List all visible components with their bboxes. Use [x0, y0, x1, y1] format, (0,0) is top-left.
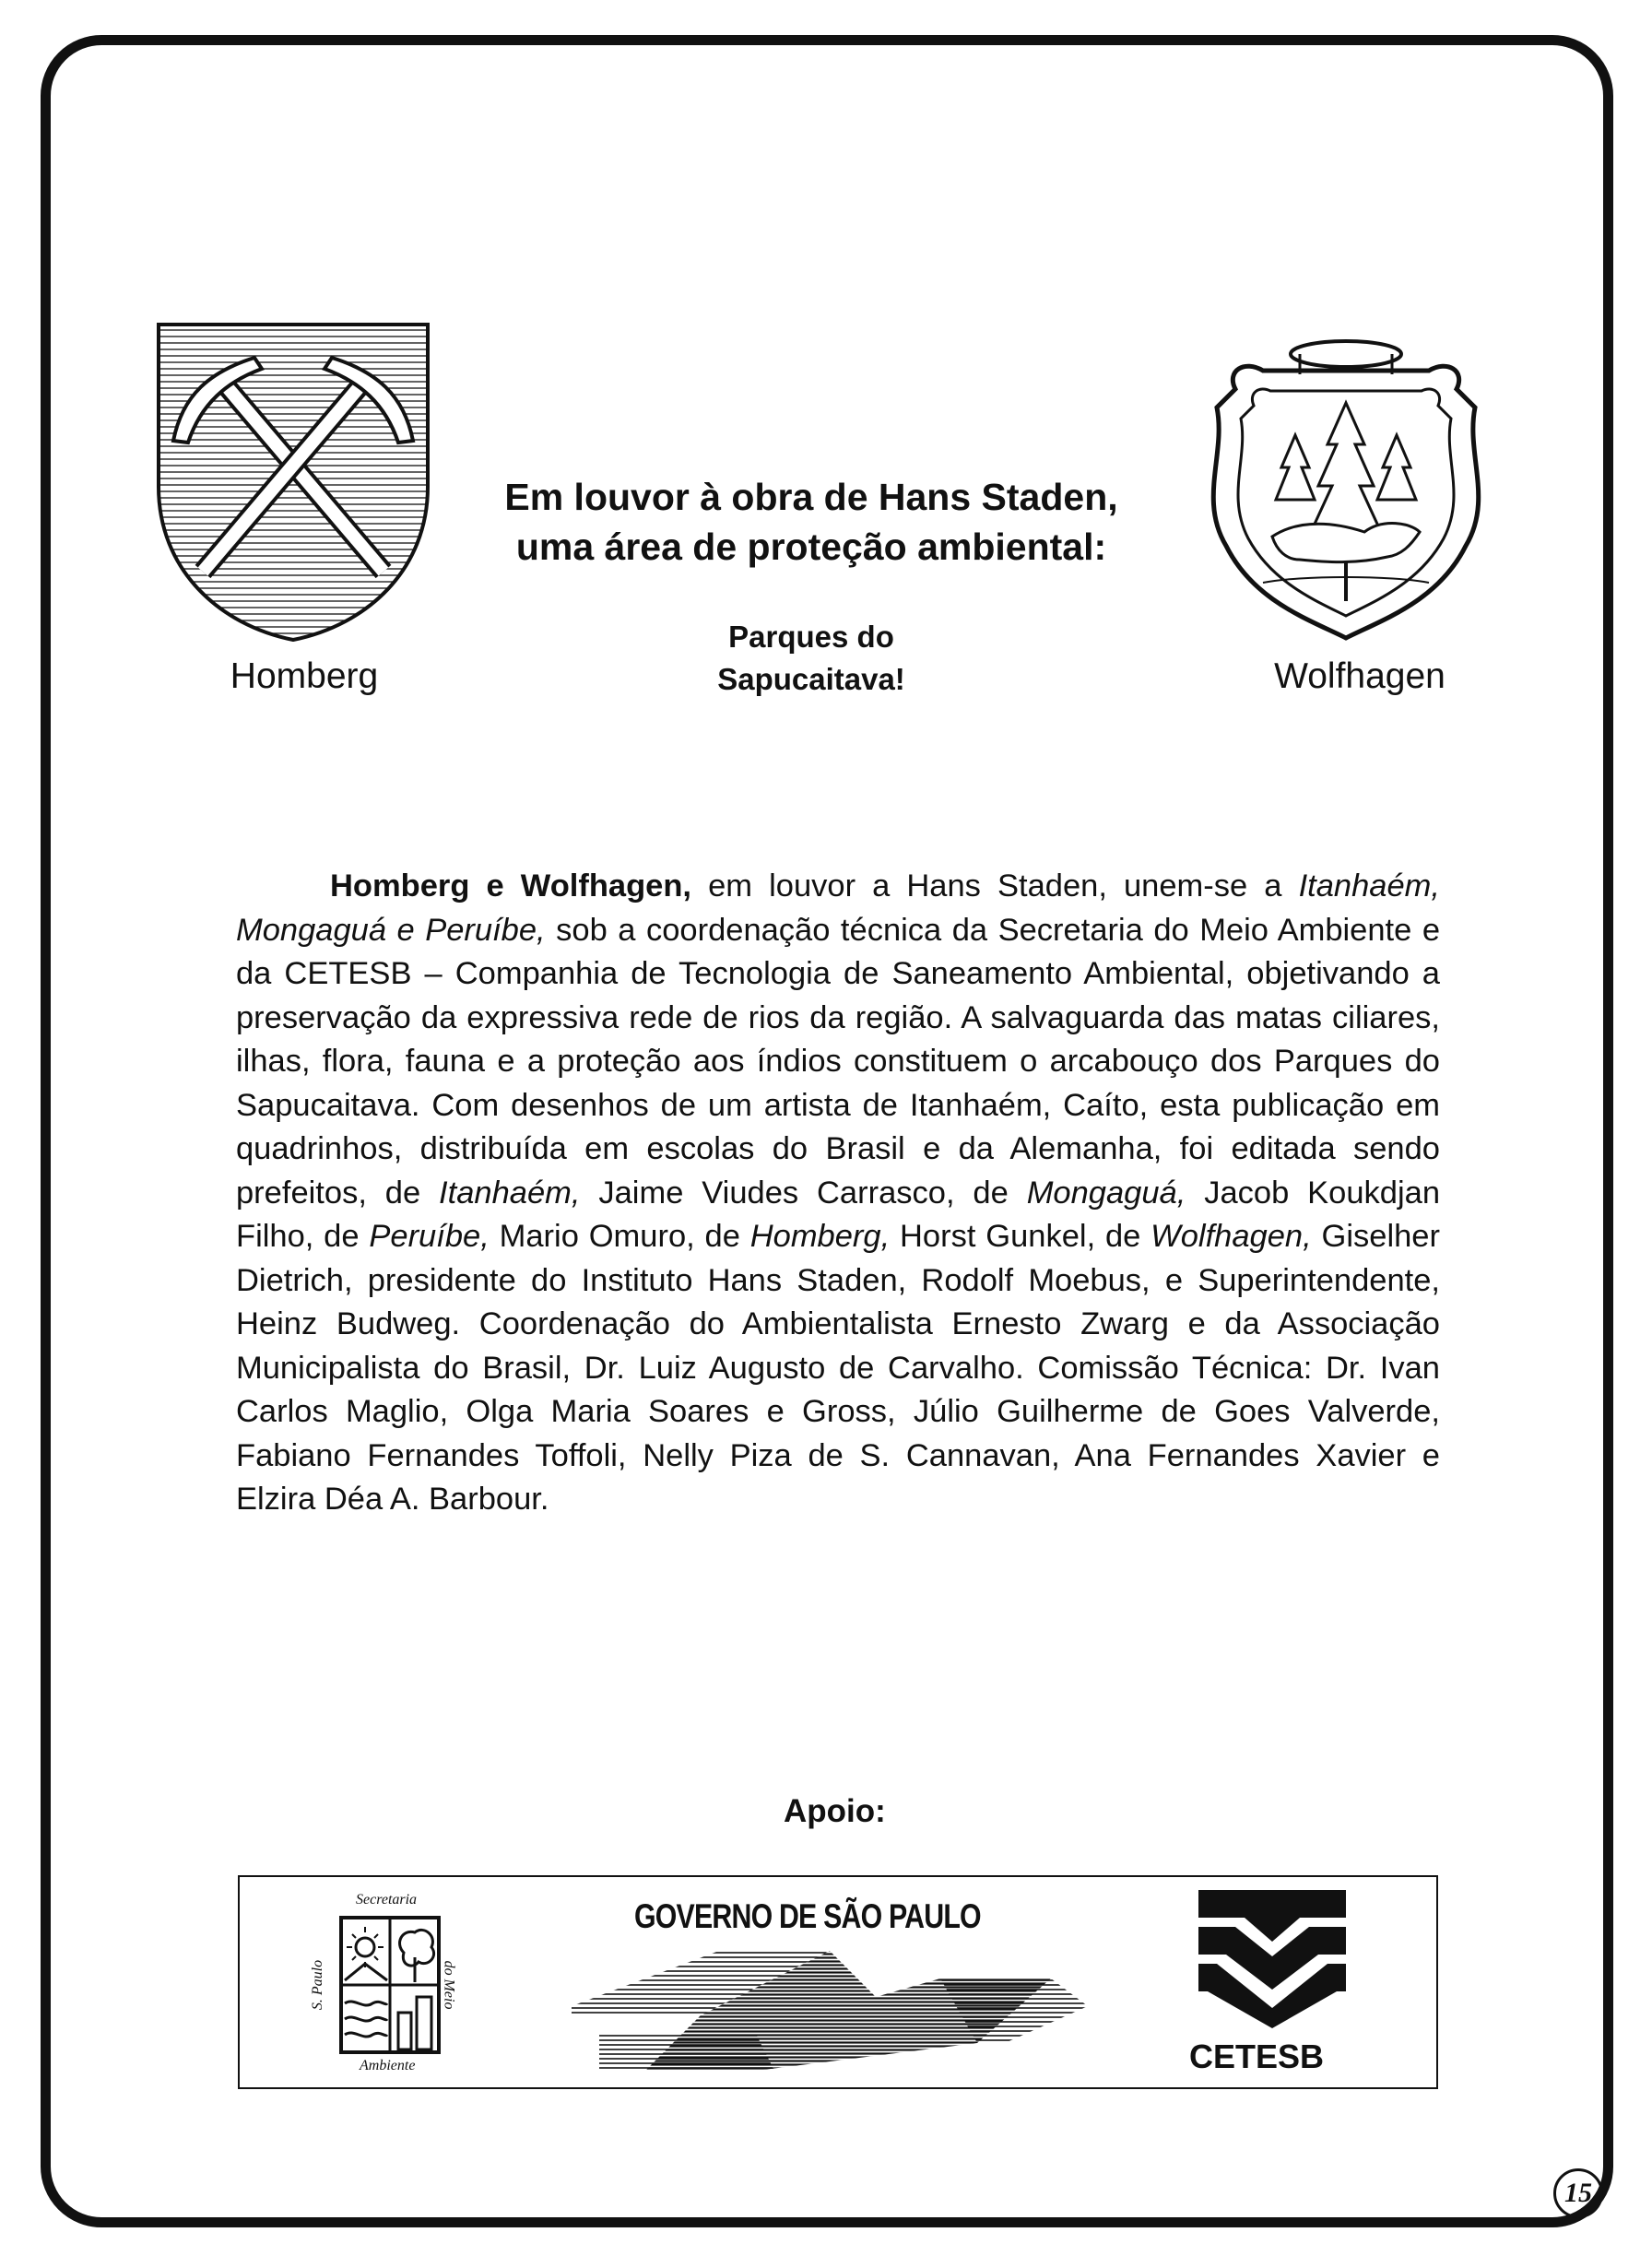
heading-line-2: uma área de proteção ambiental:	[515, 526, 1107, 568]
body-text-span: Mario Omuro, de	[489, 1219, 750, 1254]
body-italic-span: Itanhaém, Mongaguá e Peruíbe,	[236, 868, 1440, 948]
body-italic-span: Homberg,	[749, 1219, 891, 1254]
subheading-line-1: Parques do	[728, 620, 894, 654]
body-text-span: sob a coordenação técnica da Secretaria do Meio Ambiente e da CETESB – Companhia de Tecnologia de Saneamento Ambiental, objetivando a preservação da expressiva rede de rios da região. A salvaguarda das matas ciliares, ilhas, flora, fauna e a proteção aos índios constituem o arcabouço dos Parques do Sapucaitava. Com desenhos de um artista de Itanhaém, Caíto, esta publicação em quadrinhos, distribuída em escolas do Brasil e da Alemanha, foi editada sendo prefeitos, de	[236, 912, 1441, 1211]
secretaria-logo	[310, 1892, 461, 2076]
body-text-span: Giselher Dietrich, presidente do Instituto Hans Staden, Rodolf Moebus, e Superintendente, Heinz Budweg. Coordenação do Ambientalista Ernesto Zwarg e da Associação Municipalista do Brasil, Dr. Luiz Augusto de Carvalho. Comissão Técnica: Dr. Ivan Carlos Maglio, Olga Maria Soares e Gross, Júlio Guilherme de Goes Valverde, Fabiano Fernandes Toffoli, Nelly Piza de S. Cannavan, Ana Fernandes Xavier e Elzira Déa A. Barbour.	[236, 1219, 1440, 1517]
page-subheading	[664, 616, 959, 701]
support-label: Apoio:	[784, 1793, 886, 1829]
cetesb-logo-icon	[1198, 1890, 1346, 2028]
body-text-span: Jaime Viudes Carrasco, de	[580, 1175, 1027, 1211]
governo-sao-paulo-title: GOVERNO DE SÃO PAULO	[634, 1897, 981, 1935]
secretaria-bottom-text: Ambiente	[360, 2058, 416, 2073]
homberg-label: Homberg	[230, 656, 379, 696]
governo-sao-paulo-striped-logo-icon	[572, 1942, 1088, 2080]
heading-line-1: Em louvor à obra de Hans Staden,	[504, 476, 1118, 518]
subheading-line-2: Sapucaitava!	[717, 662, 905, 696]
cetesb-name: CETESB	[1189, 2037, 1325, 2075]
body-italic-span: Itanhaém,	[439, 1175, 581, 1211]
secretaria-left-text: S. Paulo	[310, 1959, 326, 2011]
page-number: 15	[1553, 2168, 1603, 2218]
sponsor-logos-box	[238, 1875, 1438, 2089]
body-text-span: em louvor a Hans Staden, unem-se a	[691, 868, 1299, 904]
homberg-coat-of-arms-icon	[155, 321, 431, 644]
body-paragraph	[236, 865, 1440, 1522]
body-italic-span: Wolfhagen,	[1150, 1219, 1312, 1254]
body-italic-span: Mongaguá,	[1026, 1175, 1186, 1211]
wolfhagen-coat-of-arms-icon	[1198, 334, 1493, 647]
secretaria-meio-ambiente-logo-icon	[339, 1916, 441, 2054]
body-italic-span: Peruíbe,	[369, 1219, 490, 1254]
body-lead-names: Homberg e Wolfhagen,	[330, 868, 692, 904]
secretaria-right-text: do Meio	[441, 1960, 457, 2010]
secretaria-top-text: Secretaria	[356, 1892, 418, 1908]
wolfhagen-label: Wolfhagen	[1274, 656, 1446, 696]
body-text-span: Horst Gunkel, de	[890, 1219, 1151, 1254]
body-text-span: Jacob Koukdjan Filho, de	[236, 1175, 1441, 1254]
page-heading	[479, 472, 1143, 572]
